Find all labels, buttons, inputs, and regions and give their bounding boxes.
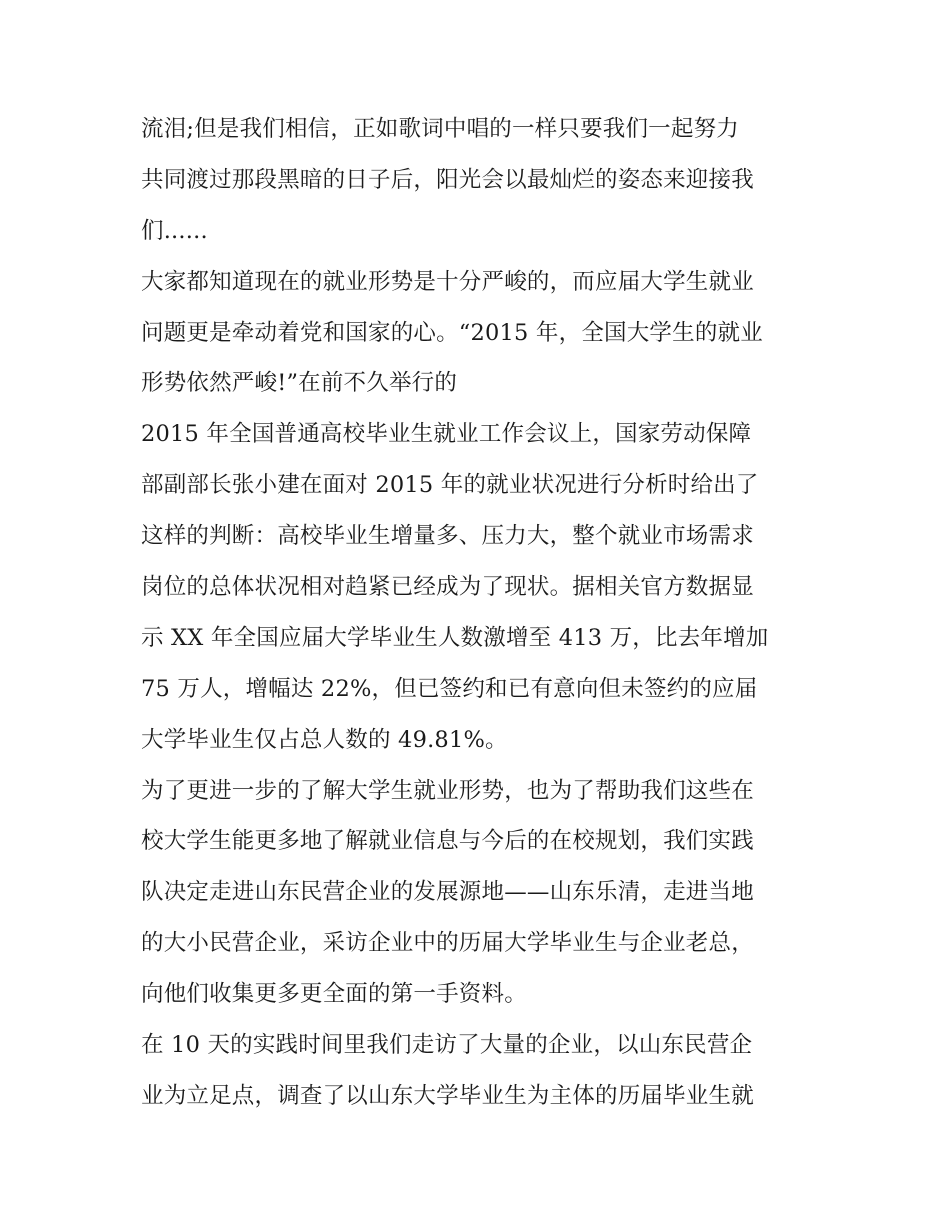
- text-line: 业为立足点，调查了以山东大学毕业生为主体的历届毕业生就: [141, 1082, 754, 1109]
- text-line: 流泪;但是我们相信，正如歌词中唱的一样只要我们一起努力: [141, 116, 739, 142]
- text-line: 共同渡过那段黑暗的日子后，阳光会以最灿烂的姿态来迎接我: [141, 166, 754, 193]
- text-line: 部副部长张小建在面对 2015 年的就业状况进行分析时给出了: [141, 472, 759, 499]
- text-line: 为了更进一步的了解大学生就业形势，也为了帮助我们这些在: [141, 777, 754, 804]
- text-line: 队决定走进山东民营企业的发展源地——山东乐清，走进当地: [141, 879, 754, 906]
- text-line: 校大学生能更多地了解就业信息与今后的在校规划，我们实践: [141, 828, 754, 855]
- text-line: 岗位的总体状况相对趋紧已经成为了现状。据相关官方数据显: [141, 574, 754, 601]
- text-line: 向他们收集更多更全面的第一手资料。: [141, 981, 527, 1008]
- text-line: 75 万人，增幅达 22%，但已签约和已有意向但未签约的应届: [141, 675, 758, 702]
- text-line: 这样的判断：高校毕业生增量多、压力大，整个就业市场需求: [141, 523, 754, 550]
- body-text: [141, 104, 821, 1122]
- text-line: 形势依然严峻!”在前不久举行的: [141, 370, 458, 397]
- text-line: 问题更是牵动着党和国家的心。“2015 年，全国大学生的就业: [141, 319, 763, 346]
- text-line: 大学毕业生仅占总人数的 49.81%。: [141, 726, 508, 753]
- text-line: 示 XX 年全国应届大学毕业生人数激增至 413 万，比去年增加: [141, 624, 769, 651]
- text-line: 们......: [141, 217, 208, 244]
- text-line: 2015 年全国普通高校毕业生就业工作会议上，国家劳动保障: [141, 421, 752, 448]
- text-line: 大家都知道现在的就业形势是十分严峻的，而应届大学生就业: [141, 268, 754, 295]
- text-line: 在 10 天的实践时间里我们走访了大量的企业，以山东民营企: [141, 1032, 753, 1059]
- text-line: 的大小民营企业，采访企业中的历届大学毕业生与企业老总，: [141, 930, 754, 957]
